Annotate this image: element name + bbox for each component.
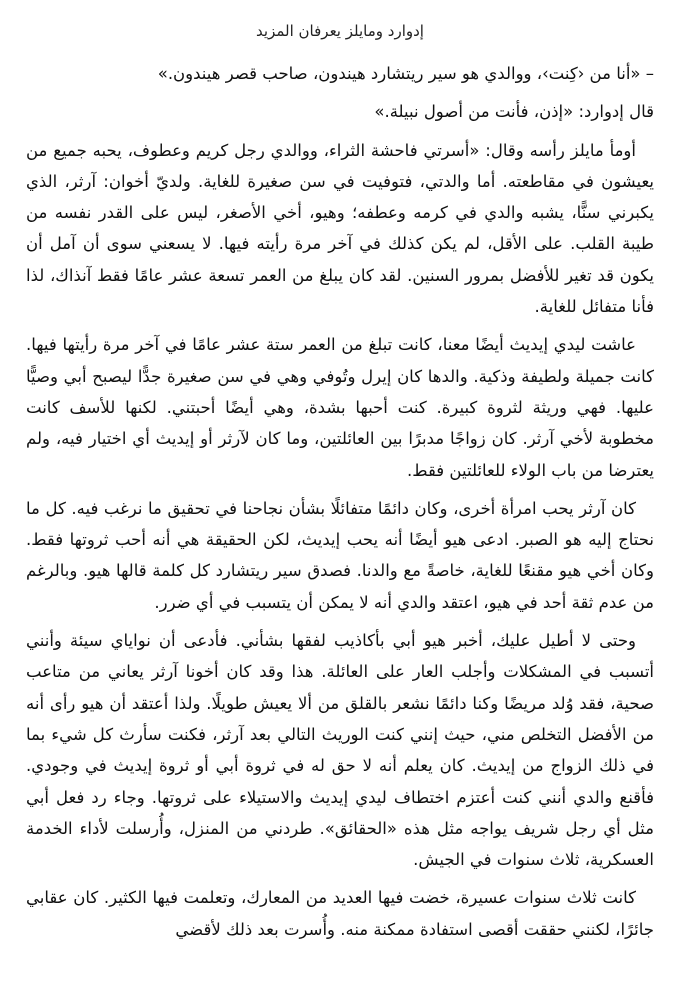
paragraph: كان آرثر يحب امرأة أخرى، وكان دائمًا متفائلًا بشأن نجاحنا في تحقيق ما نرغب فيه. كل ما نحتاج إليه هو الصبر. ادعى هيو أيضًا أنه يحب إيديث، لكن الحقيقة هي أنه أحب ثروتها فقط. وكان أخي هيو مقنعًا للغاية، خاصةً مع والدنا. فصدق سير ريتشارد كل كلمة قالها هيو. وبالرغم من عدم ثقة أحد في هيو، اعتقد والدي أنه لا يمكن أن يتسبب في أي ضرر.: [26, 498, 654, 612]
paragraph: كانت ثلاث سنوات عسيرة، خضت فيها العديد من المعارك، وتعلمت فيها الكثير. كان عقابي جائرًا، لكنني حققت أقصى استفادة ممكنة منه. وأُسرت بعد ذلك لأقضي: [26, 888, 654, 939]
paragraph: عاشت ليدي إيديث أيضًا معنا، كانت تبلغ من العمر ستة عشر عامًا في آخر مرة رأيتها فيها. كانت جميلة ولطيفة وذكية. والدها كان إيرل وتُوفي وهي في سن صغيرة جدًّا ليصبح أبي وصيًّا عليها. فهي وريثة لثروة كبيرة. كنت أحبها بشدة، وهي أيضًا أحبتني. لكنها للأسف كانت مخطوبة لأخي آرثر. كان زواجًا مدبرًا بين العائلتين، وما كان لآرثر أو إيديث أي اختيار فيه، ولم يعترضا من باب الولاء للعائلتين فقط.: [26, 335, 654, 480]
paragraph: وحتى لا أطيل عليك، أخبر هيو أبي بأكاذيب لفقها بشأني. فأدعى أن نواياي سيئة وأنني أتسبب في المشكلات وأجلب العار على العائلة. هذا وقد كان أخونا آرثر يعاني من متاعب صحية، فقد وُلد مريضًا وكنا دائمًا نشعر بالقلق من ألا يعيش طويلًا. ولذا أعتقد أن هيو رأى أنه من الأفضل التخلص مني، حيث إنني كنت الوريث التالي بعد آرثر، فكنت سأرث كل شيء بما في ذلك الزواج من إيديث. كان يعلم أنه لا حق له في ثروة أبي أو ثروة إيديث في وجودي. فأقنع والدي أنني كنت أعتزم اختطاف ليدي إيديث والاستيلاء على ثروتها. وجاء رد فعل أبي مثل أي رجل شريف يواجه مثل هذه «الحقائق». طردني من المنزل، وأُرسلت لأداء الخدمة العسكرية، ثلاث سنوات في الجيش.: [26, 631, 654, 870]
book-page: [26, 0, 654, 1000]
body-text: [26, 58, 654, 945]
paragraph: أومأ مايلز رأسه وقال: «أسرتي فاحشة الثراء، ووالدي رجل كريم وعطوف، يحبه جميع من يعيشون في مقاطعته. أما والدتي، فتوفيت في سن صغيرة للغاية. ولديّ أخوان: آرثر، الذي يكبرني سنًّا، يشبه والدي في كرمه وعطفه؛ وهيو، أخي الأصغر، ليس على القدر نفسه من طيبة القلب. على الأقل، لم يكن كذلك في آخر مرة رأيته فيها. لا يسعني سوى أن آمل أن يكون قد تغير للأفضل بمرور السنين. لقد كان يبلغ من العمر تسعة عشر عامًا فقط آنذاك، لذا فأنا متفائل للغاية.: [26, 140, 654, 317]
running-header: إدوارد ومايلز يعرفان المزيد: [256, 22, 424, 40]
paragraph: قال إدوارد: «إذن، فأنت من أصول نبيلة.»: [374, 102, 654, 122]
paragraph: – «أنا من ‹كِنت›، ووالدي هو سير ريتشارد هيندون، صاحب قصر هيندون.»: [157, 64, 654, 83]
